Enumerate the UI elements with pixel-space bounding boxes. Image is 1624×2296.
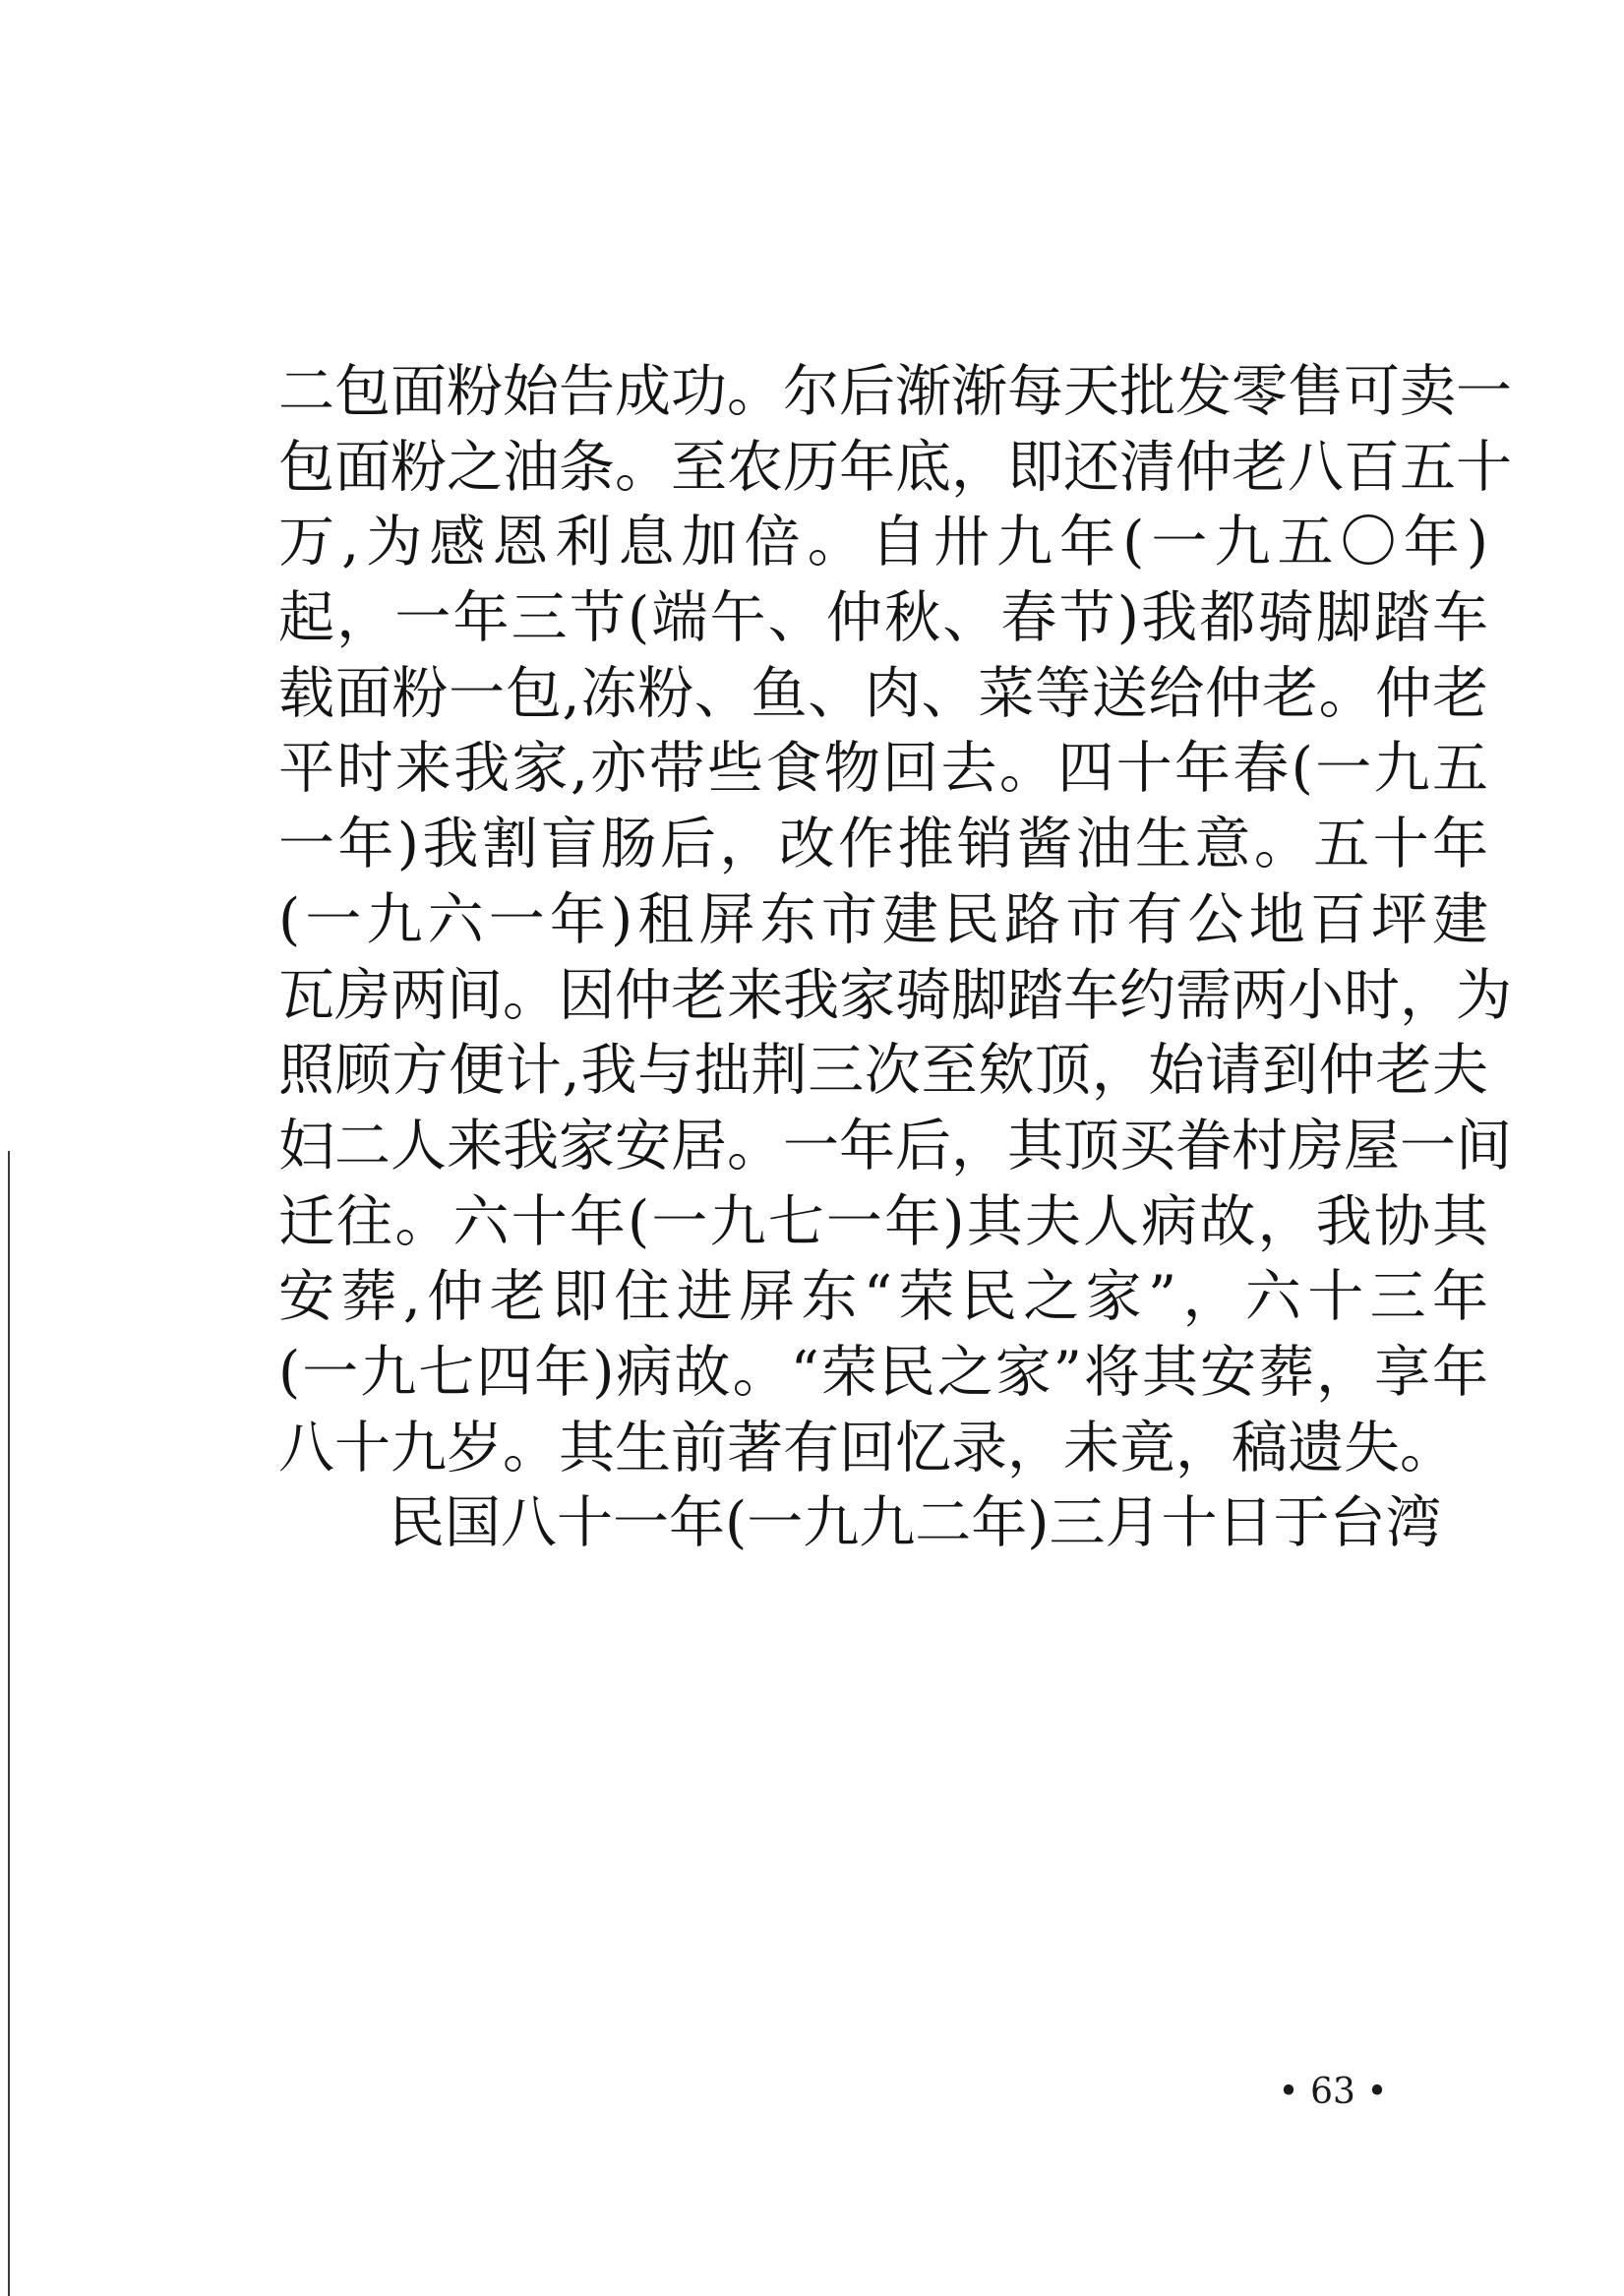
scan-edge-line — [8, 1151, 10, 2296]
text-line: 八十九岁。其生前著有回忆录，未竟，稿遗失。 — [278, 1415, 1456, 1480]
text-line: 瓦房两间。因仲老来我家骑脚踏车约需两小时，为 — [278, 962, 1512, 1028]
text-line: 妇二人来我家安居。一年后，其顶买眷村房屋一间 — [278, 1113, 1512, 1178]
text-line: 平时来我家,亦带些食物回去。四十年春(一九五 — [278, 736, 1488, 802]
text-line: 起，一年三节(端午、仲秋、春节)我都骑脚踏车 — [278, 585, 1488, 651]
text-line: (一九七四年)病故。“荣民之家”将其安葬，享年 — [278, 1339, 1488, 1405]
text-line: (一九六一年)租屏东市建民路市有公地百坪建 — [278, 886, 1488, 952]
body-text — [278, 354, 1512, 1561]
text-line: 包面粉之油条。至农历年底，即还清仲老八百五十 — [278, 434, 1512, 500]
text-line: 安葬,仲老即住进屏东“荣民之家”，六十三年 — [278, 1264, 1488, 1330]
text-line: 万,为感恩利息加倍。自卅九年(一九五〇年) — [278, 510, 1488, 575]
text-line: 一年)我割盲肠后，改作推销酱油生意。五十年 — [278, 812, 1488, 877]
text-line: 二包面粉始告成功。尔后渐渐每天批发零售可卖一 — [278, 359, 1512, 424]
text-line: 载面粉一包,冻粉、鱼、肉、菜等送给仲老。仲老 — [278, 660, 1488, 726]
signature-line: 民国八十一年(一九九二年)三月十日于台湾 — [389, 1490, 1442, 1556]
text-line: 照顾方便计,我与拙荆三次至欸顶，始请到仲老夫 — [278, 1038, 1488, 1104]
page-number: • 63 • — [1278, 2072, 1388, 2112]
text-line: 迁往。六十年(一九七一年)其夫人病故，我协其 — [278, 1188, 1488, 1254]
